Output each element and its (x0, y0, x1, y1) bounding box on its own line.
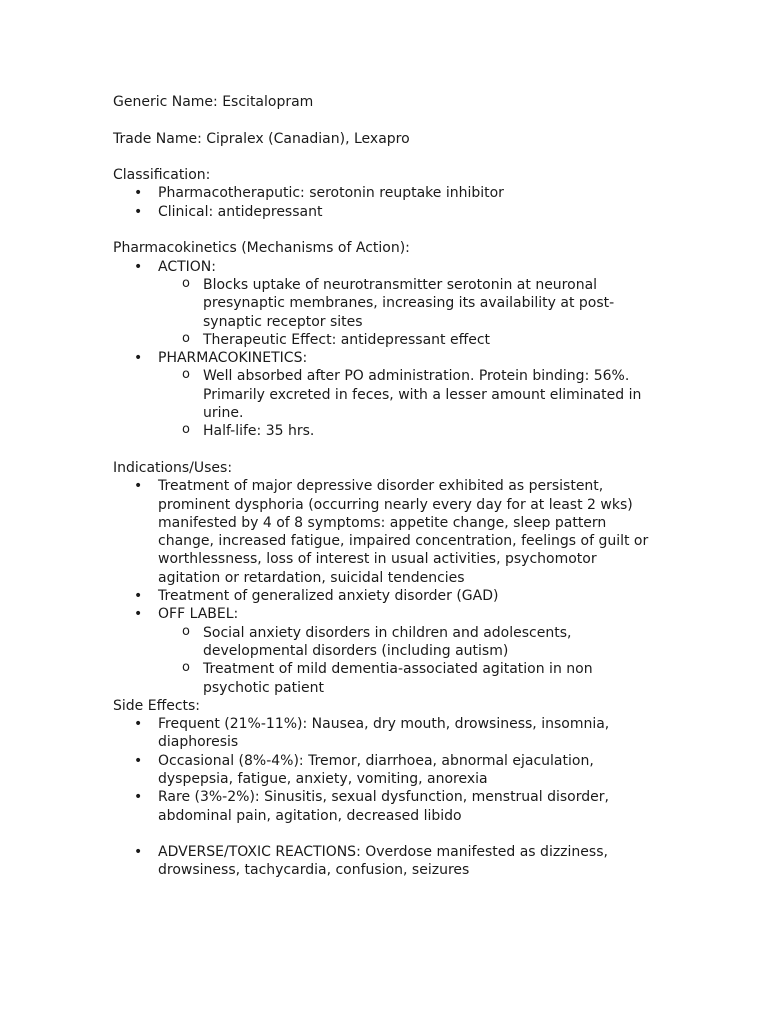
bullet-icon: • (134, 203, 143, 220)
sub-bullet-icon: o (182, 367, 190, 383)
spacer (113, 441, 653, 459)
sub-list-item-text: Treatment of mild dementia-associated agitation in non psychotic patient (203, 661, 593, 696)
bullet-icon: • (134, 588, 143, 605)
list-item (113, 752, 653, 789)
sub-bullet-icon: o (182, 330, 190, 346)
adverse-list (113, 843, 653, 880)
side-effects-heading: Side Effects: (113, 697, 201, 714)
list-item-text: Frequent (21%-11%): Nausea, dry mouth, drowsiness, insomnia, diaphoresis (158, 716, 610, 751)
side-effects-list (113, 715, 653, 825)
action-label: ACTION: (158, 258, 216, 275)
sub-list-item (113, 624, 653, 661)
list-item (113, 715, 653, 752)
indications-list (113, 477, 653, 623)
bullet-icon: • (134, 478, 143, 495)
bullet-icon: • (134, 789, 143, 806)
sub-list-item-text: Half-life: 35 hrs. (203, 423, 315, 440)
bullet-icon: • (134, 185, 143, 202)
list-item (113, 843, 653, 880)
pharmacokinetics-list (113, 258, 653, 276)
bullet-icon: • (134, 258, 143, 275)
spacer (113, 148, 653, 166)
off-label-sublist (113, 624, 653, 697)
list-item-text: ADVERSE/TOXIC REACTIONS: Overdose manifested as dizziness, drowsiness, tachycardia, confusion, seizures (158, 844, 608, 879)
list-item-text: Pharmacotheraputic: serotonin reuptake inhibitor (158, 185, 504, 202)
classification-list (113, 184, 653, 221)
list-item-text: Treatment of generalized anxiety disorder (GAD) (158, 588, 499, 605)
list-item (113, 587, 653, 605)
list-item-text: Clinical: antidepressant (158, 203, 323, 220)
list-item (113, 258, 653, 276)
sub-bullet-icon: o (182, 623, 190, 639)
spacer (113, 825, 653, 843)
spacer (113, 221, 653, 239)
generic-name-line: Generic Name: Escitalopram (113, 94, 314, 110)
trade-name-line: Trade Name: Cipralex (Canadian), Lexapro (113, 130, 410, 147)
bullet-icon: • (134, 350, 143, 367)
sub-list-item (113, 367, 653, 422)
sub-bullet-icon: o (182, 275, 190, 291)
sub-list-item-text: Social anxiety disorders in children and adolescents, developmental disorders (including autism) (203, 624, 572, 659)
sub-list-item-text: Blocks uptake of neurotransmitter serotonin at neuronal presynaptic membranes, increasing its availability at post-synaptic receptor sites (203, 276, 615, 330)
spacer (113, 111, 653, 129)
document-page (113, 93, 653, 880)
sub-list-item (113, 276, 653, 331)
list-item (113, 605, 653, 623)
indications-heading: Indications/Uses: (113, 459, 233, 476)
sub-bullet-icon: o (182, 422, 190, 438)
pk-label: PHARMACOKINETICS: (158, 350, 308, 367)
bullet-icon: • (134, 606, 143, 623)
sub-list-item (113, 331, 653, 349)
sub-bullet-icon: o (182, 660, 190, 676)
bullet-icon: • (134, 752, 143, 769)
pharmacokinetics-list-2 (113, 349, 653, 367)
list-item-text: Occasional (8%-4%): Tremor, diarrhoea, abnormal ejaculation, dyspepsia, fatigue, anxiety, vomiting, anorexia (158, 752, 594, 787)
list-item (113, 477, 653, 587)
list-item-text: Treatment of major depressive disorder exhibited as persistent, prominent dysphoria (occurring nearly every day for at least 2 wks) manifested by 4 of 8 symptoms: appetite change, sleep pattern change, increased fatigue, impaired concentration, feelings of guilt or worthlessness, loss of interest in usual activities, psychomotor agitation or retardation, suicidal tendencies (158, 478, 649, 586)
sub-list-item (113, 422, 653, 440)
classification-heading: Classification: (113, 167, 211, 184)
pk-sublist (113, 367, 653, 440)
list-item (113, 788, 653, 825)
list-item (113, 203, 653, 221)
list-item-text: Rare (3%-2%): Sinusitis, sexual dysfunction, menstrual disorder, abdominal pain, agitation, decreased libido (158, 789, 609, 824)
list-item (113, 184, 653, 202)
bullet-icon: • (134, 716, 143, 733)
list-item (113, 349, 653, 367)
sub-list-item-text: Well absorbed after PO administration. Protein binding: 56%. Primarily excreted in feces, with a lesser amount eliminated in urine. (203, 368, 642, 422)
sub-list-item (113, 660, 653, 697)
pharmacokinetics-heading: Pharmacokinetics (Mechanisms of Action): (113, 240, 410, 257)
bullet-icon: • (134, 844, 143, 861)
action-sublist (113, 276, 653, 349)
sub-list-item-text: Therapeutic Effect: antidepressant effect (203, 331, 491, 348)
off-label-label: OFF LABEL: (158, 606, 239, 623)
